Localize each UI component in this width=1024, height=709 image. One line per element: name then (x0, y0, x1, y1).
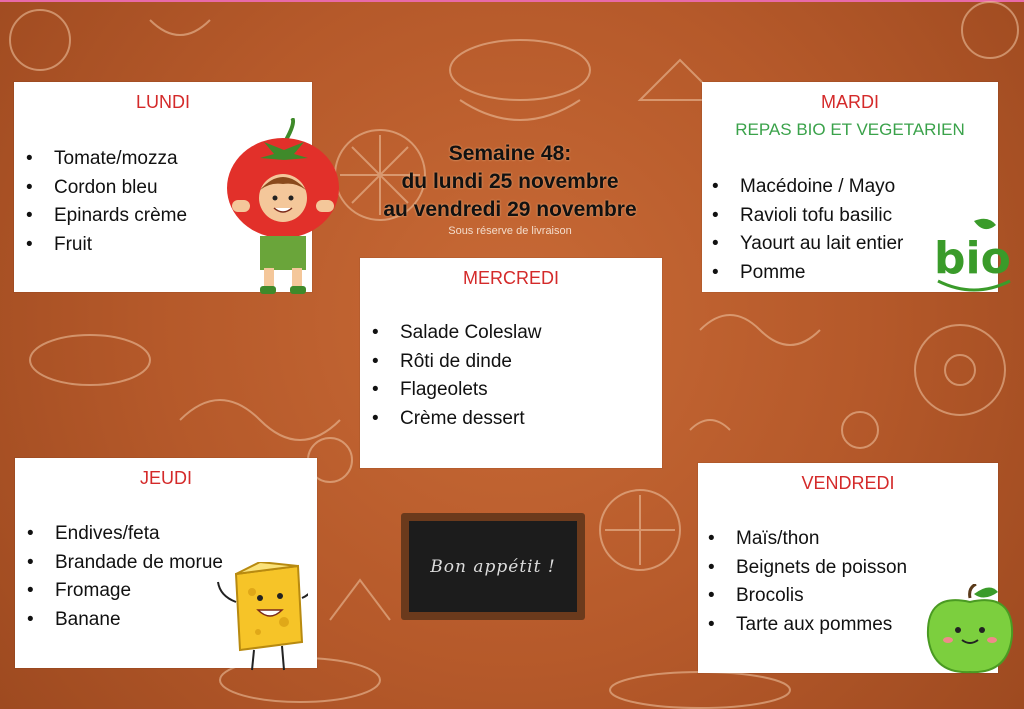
delivery-note: Sous réserve de livraison (448, 225, 572, 237)
week-to: au vendredi 29 novembre (383, 198, 637, 221)
card-mercredi (360, 258, 662, 468)
menu-item: • Tomate/mozza (26, 145, 187, 174)
chalkboard (401, 513, 585, 620)
apple-character-illustration (924, 584, 1016, 674)
menu-item: • Epinards crème (26, 202, 187, 231)
day-title-vendredi: VENDREDI (801, 473, 895, 493)
menu-item: • Pomme (712, 259, 903, 288)
day-title-mardi: MARDI (821, 92, 879, 112)
day-title-jeudi: JEUDI (139, 468, 192, 488)
menu-list-mercredi (372, 319, 542, 433)
menu-list-jeudi (27, 520, 223, 634)
menu-item: • Rôti de dinde (372, 348, 542, 377)
chalkboard-text: Bon appétit ! (430, 556, 556, 577)
tomato-kid-illustration (224, 118, 342, 296)
menu-item: • Cordon bleu (26, 174, 187, 203)
menu-item: • Macédoine / Mayo (712, 173, 903, 202)
menu-list-mardi (712, 173, 903, 287)
day-title-lundi: LUNDI (135, 92, 190, 112)
week-heading: Semaine 48: (448, 142, 572, 165)
week-from: du lundi 25 novembre (401, 170, 619, 193)
menu-item: • Yaourt au lait entier (712, 230, 903, 259)
cheese-character-illustration (212, 562, 308, 674)
chalkboard-surface (409, 521, 577, 612)
menu-item: • Fromage (27, 577, 223, 606)
menu-item: • Flageolets (372, 376, 542, 405)
menu-item: • Endives/feta (27, 520, 223, 549)
menu-item: • Beignets de poisson (708, 554, 907, 583)
bio-logo (932, 215, 1016, 295)
day-title-mercredi: MERCREDI (462, 268, 559, 288)
menu-item: • Maïs/thon (708, 525, 907, 554)
menu-item: • Banane (27, 606, 223, 635)
top-border (0, 0, 1024, 2)
menu-item: • Ravioli tofu basilic (712, 202, 903, 231)
menu-item: • Brocolis (708, 582, 907, 611)
menu-item: • Brandade de morue (27, 549, 223, 578)
bio-logo-text: bio (934, 233, 1011, 284)
menu-item: • Tarte aux pommes (708, 611, 907, 640)
menu-list-lundi (26, 145, 187, 259)
menu-item: • Crème dessert (372, 405, 542, 434)
menu-item: • Salade Coleslaw (372, 319, 542, 348)
menu-list-vendredi (708, 525, 907, 639)
subtitle-mardi: REPAS BIO ET VEGETARIEN (735, 120, 965, 139)
menu-item: • Fruit (26, 231, 187, 260)
